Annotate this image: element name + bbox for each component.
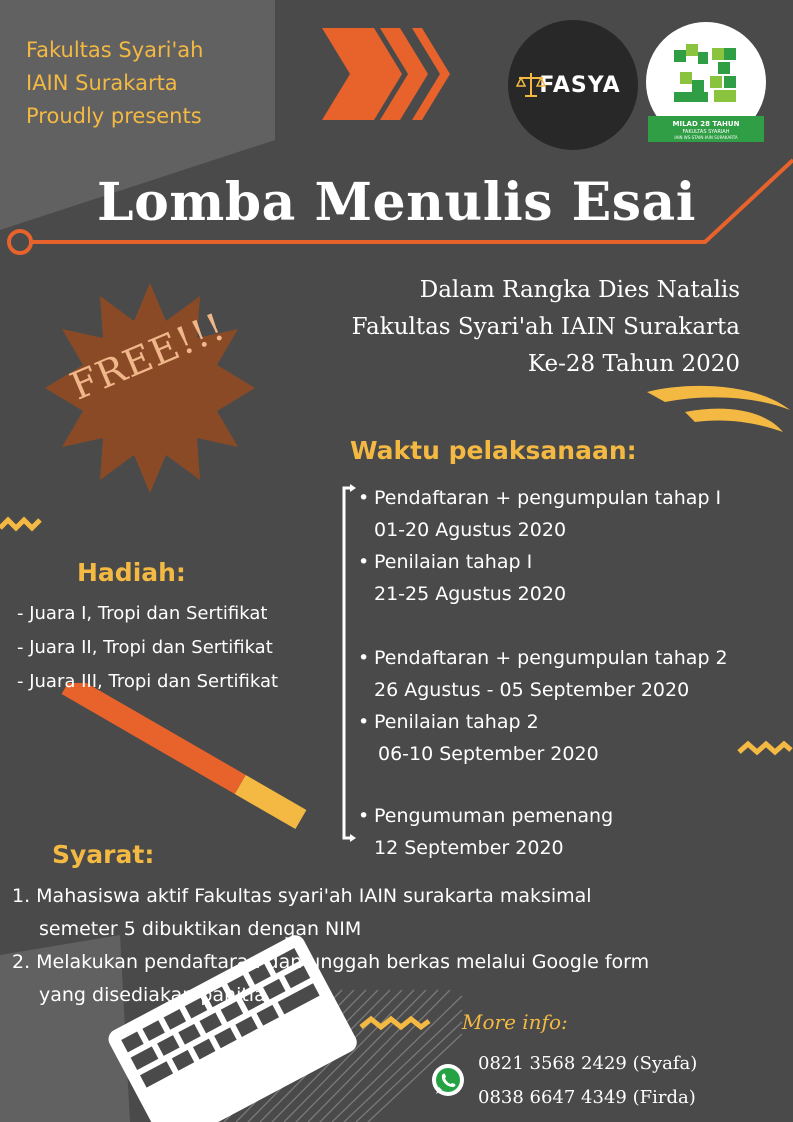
schedule-item-label: Pendaftaran + pengumpulan tahap 2 <box>374 647 728 669</box>
schedule-item-date: 12 September 2020 <box>374 837 564 859</box>
schedule-item-date: 06-10 September 2020 <box>378 743 599 765</box>
schedule-item-date: 01-20 Agustus 2020 <box>374 519 567 541</box>
requirement-item <box>12 946 649 1012</box>
schedule-item-label: Pengumuman pemenang <box>374 805 614 827</box>
scales-of-justice-icon <box>516 70 546 100</box>
presenter-text <box>26 34 203 133</box>
schedule-item: • Penilaian tahap I 21-25 Agustus 2020 <box>358 546 566 610</box>
occasion-text <box>352 272 740 383</box>
pen-illustration <box>55 683 335 843</box>
zigzag-decoration-left <box>0 514 44 534</box>
prize-item: - Juara III, Tropi dan Sertifikat <box>17 671 279 692</box>
schedule-item: • Penilaian tahap 2 06-10 September 2020 <box>358 706 599 770</box>
schedule-item: • Pendaftaran + pengumpulan tahap 2 26 Agustus - 05 September 2020 <box>358 642 728 706</box>
schedule-item: • Pendaftaran + pengumpulan tahap I 01-20 Agustus 2020 <box>358 482 721 546</box>
requirement-line-2: semeter 5 dibuktikan dengan NIM <box>39 918 362 940</box>
presenter-line-1: Fakultas Syari'ah <box>26 38 204 62</box>
page-title: Lomba Menulis Esai <box>97 172 696 233</box>
prizes-title: Hadiah: <box>77 558 186 587</box>
requirement-item <box>12 880 649 946</box>
requirements-list <box>12 880 649 1012</box>
requirements-title: Syarat: <box>52 840 155 869</box>
schedule-bracket <box>336 484 356 844</box>
swirl-decoration <box>645 382 793 442</box>
prize-item: - Juara II, Tropi dan Sertifikat <box>17 637 273 658</box>
whatsapp-icon <box>431 1063 465 1097</box>
free-badge-text: FREE!!! <box>64 304 232 409</box>
milad-logo-line-2: FAKULTAS SYARIAH <box>682 129 730 135</box>
chevron-arrows-icon <box>322 28 452 120</box>
presenter-line-3: Proudly presents <box>26 104 202 128</box>
occasion-line-2: Fakultas Syari'ah IAIN Surakarta <box>351 314 740 340</box>
schedule-item-label: Penilaian tahap I <box>374 551 533 573</box>
milad-logo-line-3: IAIN WS-STAIN-IAIN SURAKARTA <box>674 135 738 140</box>
fasya-logo <box>508 20 638 150</box>
schedule-item-date: 21-25 Agustus 2020 <box>374 583 567 605</box>
more-info-heading: More info: <box>462 1010 568 1034</box>
schedule-item-label: Penilaian tahap 2 <box>374 711 539 733</box>
schedule-title: Waktu pelaksanaan: <box>350 436 637 465</box>
contact-list <box>478 1047 697 1115</box>
requirement-line-1: 2. Melakukan pendaftaran dan unggah berkas melalui Google form <box>12 951 650 973</box>
zigzag-decoration-bottom <box>359 1013 431 1033</box>
schedule-item: • Pengumuman pemenang 12 September 2020 <box>358 800 613 864</box>
milad-28-logo <box>644 20 768 152</box>
contact-phone: 0838 6647 4349 (Firda) <box>478 1087 696 1108</box>
milad-logo-line-1: MILAD 28 TAHUN <box>672 120 740 128</box>
zigzag-decoration-right <box>737 738 793 758</box>
occasion-line-1: Dalam Rangka Dies Natalis <box>419 277 740 303</box>
fasya-logo-text: FASYA <box>539 72 621 98</box>
occasion-line-3: Ke-28 Tahun 2020 <box>527 351 740 377</box>
contact-phone: 0821 3568 2429 (Syafa) <box>478 1053 698 1074</box>
prize-item: - Juara I, Tropi dan Sertifikat <box>17 603 268 624</box>
presenter-line-2: IAIN Surakarta <box>26 71 178 95</box>
schedule-item-date: 26 Agustus - 05 September 2020 <box>374 679 690 701</box>
requirement-line-1: 1. Mahasiswa aktif Fakultas syari'ah IAIN surakarta maksimal <box>12 885 592 907</box>
schedule-item-label: Pendaftaran + pengumpulan tahap I <box>374 487 722 509</box>
requirement-line-2: yang disediakan panitia <box>39 984 266 1006</box>
prizes-list <box>17 597 278 699</box>
